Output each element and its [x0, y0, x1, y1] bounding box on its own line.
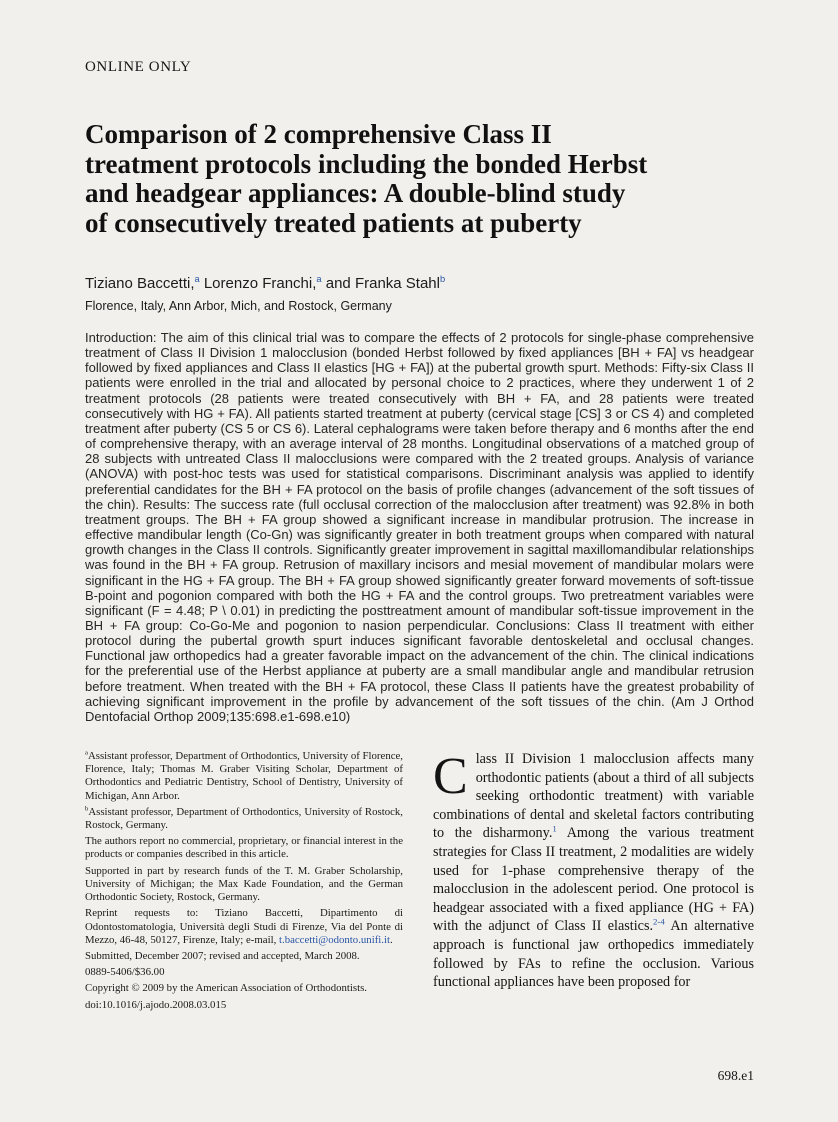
- footnote-copyright: Copyright © 2009 by the American Association of Orthodontists.: [85, 982, 367, 995]
- footnote-b-marker: b: [85, 805, 89, 813]
- footnote-disclosure: The authors report no commercial, proprietary, or financial interest in the products or companies described in this article.: [85, 835, 403, 861]
- footnote-affiliation-b: [85, 806, 403, 832]
- footnote-doi: doi:10.1016/j.ajodo.2008.03.015: [85, 998, 227, 1011]
- body-segment-1: lass II Division 1 malocclusion affects many orthodontic patients (about a third of all subjects seeking orthodontic treatment) with variable combinations of dental and skeletal factors contributing to the disharmony.: [433, 751, 754, 842]
- affiliation-line: Florence, Italy, Ann Arbor, Mich, and Rostock, Germany: [85, 299, 392, 313]
- author-2-affiliation-ref[interactable]: a: [316, 274, 322, 284]
- author-line: [85, 274, 754, 293]
- author-1: Tiziano Baccetti,: [85, 275, 195, 292]
- title-line-2: treatment protocols including the bonded Herbst: [85, 148, 648, 179]
- reprint-text-end: .: [390, 933, 393, 946]
- title-line-4: of consecutively treated patients at puberty: [85, 207, 582, 238]
- intro-paragraph: [433, 750, 754, 992]
- author-2: Lorenzo Franchi,: [199, 275, 317, 292]
- footnote-funding: Supported in part by research funds of the T. M. Graber Scholarship, University of Michigan; the Max Kade Foundation, and the German Orthodontic Society, Rostock, Germany.: [85, 864, 403, 904]
- body-segment-3: An alternative approach is functional jaw orthopedics immediately followed by FAs to refine the occlusion. Various functional appliances have been proposed for: [433, 918, 754, 991]
- email-link[interactable]: t.baccetti@odonto.unifi.it: [279, 933, 390, 946]
- body-segment-2: Among the various treatment strategies for Class II treatment, 2 modalities are widely used for 1-phase comprehensive therapy of the malocclusion in the adolescent period. One protocol is headgear associated with a fixed appliance (HG + FA) with the adjunct of Class II elastics.: [433, 825, 754, 935]
- title-line-1: Comparison of 2 comprehensive Class II: [85, 119, 552, 149]
- reprint-text: Reprint requests to: Tiziano Baccetti, Dipartimento di Odontostomatologia, Università degli Studi di Firenze, Via del Ponte di Mezzo, 46-48, 50127, Firenze, Italy; e-mail,: [85, 907, 403, 946]
- author-3-affiliation-ref[interactable]: b: [439, 274, 446, 284]
- footnote-b-text: Assistant professor, Department of Orthodontics, University of Rostock, Rostock, Germany.: [85, 805, 403, 832]
- author-3: and Franka Stahl: [321, 275, 440, 292]
- drop-cap: C: [433, 748, 468, 806]
- footnote-affiliation-a: [85, 750, 403, 803]
- page-number: 698.e1: [717, 1068, 754, 1083]
- body-text-column: [433, 750, 754, 1015]
- two-column-section: [85, 750, 754, 1015]
- article-title: [85, 120, 754, 238]
- author-1-affiliation-ref[interactable]: a: [194, 274, 200, 284]
- online-only-label: ONLINE ONLY: [85, 59, 192, 75]
- citation-ref-1[interactable]: 1: [552, 823, 557, 834]
- footnote-issn-price: 0889-5406/$36.00: [85, 966, 165, 979]
- footnote-a-text: Assistant professor, Department of Orthodontics, University of Florence, Florence, Italy; Thomas M. Graber Visiting Scholar, Department of Orthodontics and Pediatric Dentistry, School of Dentistry, University of Michigan, Ann Arbor.: [85, 750, 403, 802]
- title-line-3: and headgear appliances: A double-blind study: [85, 178, 626, 208]
- footnotes-column: [85, 750, 403, 1015]
- footnote-reprints: [85, 907, 403, 947]
- footnote-submission-dates: Submitted, December 2007; revised and accepted, March 2008.: [85, 949, 360, 962]
- footnote-a-marker: a: [85, 749, 88, 757]
- citation-ref-2-4[interactable]: 2-4: [653, 916, 665, 927]
- abstract-paragraph: Introduction: The aim of this clinical trial was to compare the effects of 2 protocols for single-phase comprehensive treatment of Class II Division 1 malocclusion (bonded Herbst followed by fixed appliances [BH + FA] vs headgear followed by fixed appliances and Class II elastics [HG + FA]) at the pubertal growth spurt. Methods: Fifty-six Class II patients were enrolled in the trial and allocated by personal choice to 2 practices, where they underwent 1 of 2 treatment protocols (28 patients were treated consecutively with BH + FA, and 28 patients were treated consecutively with HG + FA). All patients started treatment at puberty (cervical stage [CS] 3 or CS 4) and completed treatment after puberty (CS 5 or CS 6). Lateral cephalograms were taken before therapy and 6 months after the end of comprehensive therapy, with an average interval of 28 months. Longitudinal observations of a matched group of 28 subjects with untreated Class II malocclusions were compared with the 2 treated groups. Analysis of variance (ANOVA) with post-hoc tests was used for statistical comparisons. Discriminant analysis was applied to identify preferential candidates for the BH + FA protocol on the basis of profile changes (advancement of the soft tissues of the chin). Results: The success rate (full occlusal correction of the malocclusion after treatment) was 92.8% in both treatment groups. The BH + FA group showed a significant increase in mandibular protrusion. The increase in effective mandibular length (Co-Gn) was significantly greater in both treatment groups when compared with natural growth changes in the Class II controls. Significantly greater improvement in sagittal maxillomandibular relationships was found in the BH + FA group. Retrusion of maxillary incisors and mesial movement of mandibular molars were significant in the HG + FA group. The BH + FA group showed significantly greater forward movements of soft-tissue B-point and pogonion compared with both the HG + FA and the control groups. Two pretreatment variables were significant (F = 4.48; P \ 0.01) in predicting the posttreatment amount of mandibular soft-tissue improvement in the BH + FA group: Co-Go-Me and pogonion to nasion perpendicular. Conclusions: Class II treatment with either protocol during the pubertal growth spurt induces significant favorable dentoskeletal and occlusal changes. Functional jaw orthopedics had a greater favorable impact on the advancement of the chin. The clinical indications for the preferential use of the Herbst appliance at puberty are a small mandibular angle and mandibular retrusion before treatment. When treated with the BH + FA protocol, these Class II patients have the greatest probability of achieving significant improvement in the profile by advancement of the soft tissues of the chin. (Am J Orthod Dentofacial Orthop 2009;135:698.e1-698.e10): [85, 330, 754, 724]
